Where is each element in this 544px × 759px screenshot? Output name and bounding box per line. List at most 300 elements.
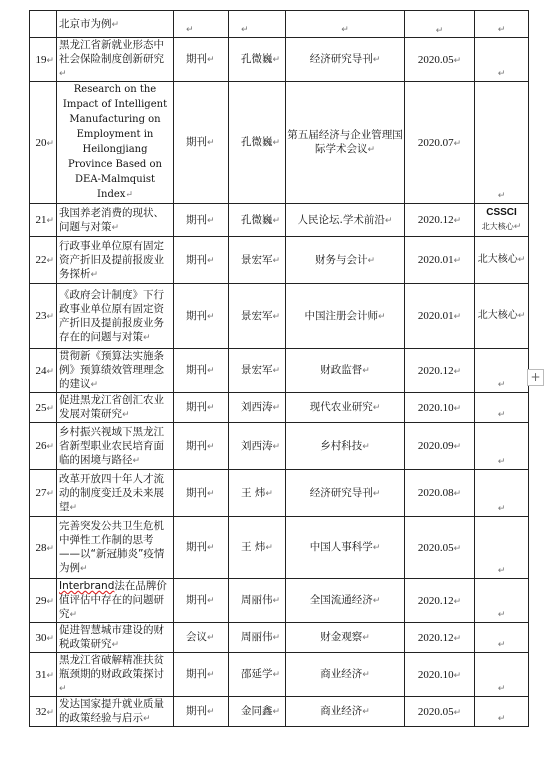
publication-type-text: 期刊 — [186, 486, 207, 499]
source-venue-text: 第五届经济与企业管理国际学术会议 — [287, 129, 403, 155]
author-name[interactable] — [229, 470, 286, 517]
paper-title[interactable] — [57, 579, 174, 623]
index-note[interactable] — [475, 470, 529, 517]
source-venue-text: 全国流通经济 — [309, 594, 373, 606]
paragraph-mark-icon: ↵ — [186, 25, 194, 35]
paper-title[interactable] — [57, 423, 174, 470]
row-number[interactable] — [30, 470, 57, 517]
publication-date-text: 2020.05 — [417, 541, 454, 554]
paragraph-mark-icon: ↵ — [207, 55, 215, 65]
author-name-text: 孔微巍 — [241, 213, 273, 226]
paragraph-mark-icon: ↵ — [367, 145, 376, 155]
row-number-text: 24 — [35, 364, 47, 377]
paper-title-text: 《政府会计制度》下行政事业单位原有固定资产折旧及提前报废业务存在的问题与对策 — [59, 288, 164, 343]
source-venue[interactable] — [286, 11, 405, 38]
publication-date[interactable] — [405, 11, 475, 38]
paragraph-mark-icon: ↵ — [46, 706, 54, 717]
source-venue[interactable] — [286, 697, 405, 727]
publication-type[interactable] — [174, 38, 229, 82]
paragraph-mark-icon: ↵ — [367, 255, 376, 266]
paragraph-mark-icon: ↵ — [497, 610, 506, 620]
source-venue[interactable] — [286, 237, 405, 284]
source-venue-text: 财务与会计 — [314, 253, 368, 266]
row-number[interactable] — [30, 517, 57, 579]
source-venue-text: 经济研究导刊 — [309, 486, 373, 499]
row-number[interactable] — [30, 11, 57, 38]
paragraph-mark-icon: ↵ — [111, 222, 120, 233]
paragraph-mark-icon: ↵ — [46, 54, 54, 65]
publication-date[interactable] — [405, 349, 475, 393]
source-venue-text: 中国人事科学 — [309, 541, 373, 553]
source-venue[interactable] — [286, 204, 405, 237]
index-note[interactable] — [475, 349, 529, 393]
publication-type-text: 期刊 — [186, 668, 207, 680]
paragraph-mark-icon: ↵ — [207, 215, 215, 226]
paragraph-mark-icon: ↵ — [122, 410, 130, 420]
paragraph-mark-icon: ↵ — [46, 595, 54, 606]
index-note-text: 北大核心 — [477, 254, 518, 265]
source-venue-text: 乡村科技 — [320, 439, 363, 452]
paragraph-mark-icon: ↵ — [362, 633, 370, 643]
author-name[interactable] — [229, 349, 286, 393]
publication-date-text: 2020.10 — [417, 401, 454, 414]
publication-type[interactable] — [174, 349, 229, 393]
publication-type[interactable] — [174, 11, 229, 38]
paragraph-mark-icon: ↵ — [265, 488, 273, 499]
paragraph-mark-icon: ↵ — [207, 543, 215, 553]
add-row-button[interactable]: + — [527, 369, 544, 386]
paragraph-mark-icon: ↵ — [362, 441, 370, 452]
publication-type[interactable] — [174, 470, 229, 517]
author-name-text: 周丽伟 — [241, 631, 273, 643]
author-name-text: 王 炜 — [241, 486, 266, 499]
publication-date[interactable] — [405, 579, 475, 623]
paragraph-mark-icon: ↵ — [272, 707, 281, 717]
paragraph-mark-icon: ↵ — [90, 269, 99, 280]
paragraph-mark-icon: ↵ — [59, 684, 67, 694]
author-name-text: 刘西涛 — [241, 401, 273, 413]
paragraph-mark-icon: ↵ — [125, 190, 133, 200]
publication-type[interactable] — [174, 237, 229, 284]
publication-type-text: 期刊 — [186, 401, 207, 413]
paragraph-mark-icon: ↵ — [272, 311, 281, 322]
paragraph-mark-icon: ↵ — [207, 596, 215, 606]
publication-type[interactable] — [174, 393, 229, 423]
paper-title[interactable] — [57, 11, 174, 38]
paragraph-mark-icon: ↵ — [46, 632, 54, 643]
paper-title[interactable] — [57, 623, 174, 653]
author-name-text: 景宏军 — [241, 364, 273, 376]
publications-table — [29, 10, 529, 727]
table-row — [30, 82, 529, 204]
row-number-text: 29 — [35, 594, 47, 607]
row-number-text: 28 — [35, 541, 47, 554]
paragraph-mark-icon: ↵ — [372, 403, 381, 413]
paragraph-mark-icon: ↵ — [362, 707, 370, 717]
index-note-text: CSSCI 北大核心 — [481, 207, 517, 231]
paragraph-mark-icon: ↵ — [497, 191, 506, 201]
row-number-text: 25 — [35, 401, 47, 414]
paragraph-mark-icon: ↵ — [497, 684, 506, 694]
source-venue[interactable] — [286, 470, 405, 517]
row-number[interactable] — [30, 393, 57, 423]
row-number[interactable] — [30, 237, 57, 284]
paper-title-text: 改革开放四十年人才流动的制度变迁及未来展望 — [59, 472, 164, 513]
publication-type[interactable] — [174, 623, 229, 653]
paper-title[interactable] — [57, 284, 174, 349]
author-name[interactable] — [229, 204, 286, 237]
table-row — [30, 204, 529, 237]
row-number-text: 31 — [35, 668, 47, 681]
author-name[interactable] — [229, 517, 286, 579]
source-venue[interactable] — [286, 82, 405, 204]
author-name[interactable] — [229, 697, 286, 727]
publication-date[interactable] — [405, 423, 475, 470]
paper-title-text: 促进黑龙江省创汇农业发展对策研究 — [59, 394, 164, 420]
paragraph-mark-icon: ↵ — [453, 669, 462, 680]
publication-type-text: 会议 — [186, 631, 207, 643]
source-venue[interactable] — [286, 517, 405, 579]
paragraph-mark-icon: ↵ — [384, 215, 393, 226]
paragraph-mark-icon: ↵ — [453, 488, 462, 498]
publication-type-text: 期刊 — [186, 253, 207, 266]
paragraph-mark-icon: ↵ — [207, 441, 215, 452]
paragraph-mark-icon: ↵ — [497, 410, 506, 420]
paragraph-mark-icon: ↵ — [207, 138, 215, 148]
row-number[interactable] — [30, 82, 57, 204]
row-number[interactable] — [30, 623, 57, 653]
source-venue-text: 商业经济 — [320, 705, 363, 717]
publication-date[interactable] — [405, 38, 475, 82]
paragraph-mark-icon: ↵ — [272, 138, 281, 148]
author-name[interactable] — [229, 284, 286, 349]
index-note[interactable] — [475, 204, 529, 237]
paragraph-mark-icon: ↵ — [265, 543, 273, 553]
paragraph-mark-icon: ↵ — [372, 596, 381, 606]
publication-type-text: 期刊 — [186, 136, 207, 148]
publication-date-text: 2020.08 — [417, 487, 454, 499]
paragraph-mark-icon: ↵ — [272, 596, 281, 606]
publication-date-text: 2020.01 — [417, 310, 454, 322]
row-number[interactable] — [30, 653, 57, 697]
publication-date-text: 2020.12 — [417, 594, 454, 607]
publication-date-text: 2020.10 — [417, 668, 454, 681]
paragraph-mark-icon: ↵ — [46, 669, 54, 680]
paragraph-mark-icon: ↵ — [46, 542, 54, 553]
paragraph-mark-icon: ↵ — [272, 403, 281, 413]
paper-title-text: 乡村振兴视域下黑龙江省新型职业农民培育面临的困境与路径 — [59, 425, 164, 466]
index-note[interactable] — [475, 579, 529, 623]
paper-title[interactable] — [57, 82, 174, 204]
paragraph-mark-icon: ↵ — [453, 215, 462, 225]
publication-date-text: 2020.12 — [417, 214, 454, 226]
paper-title-text: 促进智慧城市建设的财税政策研究 — [59, 624, 164, 650]
paragraph-mark-icon: ↵ — [80, 564, 88, 574]
row-number[interactable] — [30, 579, 57, 623]
author-name-text: 刘西涛 — [241, 439, 273, 452]
source-venue-text: 现代农业研究 — [309, 401, 373, 413]
paragraph-mark-icon: ↵ — [497, 504, 506, 514]
index-note[interactable] — [475, 653, 529, 697]
paragraph-mark-icon: ↵ — [272, 255, 281, 266]
publication-type[interactable] — [174, 284, 229, 349]
paper-title-text: 黑龙江省破解精准扶贫瓶颈期的财政政策探讨 — [59, 654, 164, 680]
author-name-text: 王 炜 — [241, 541, 266, 553]
paragraph-mark-icon: ↵ — [513, 222, 522, 232]
author-name-text: 景宏军 — [241, 309, 273, 322]
publication-type-text: 期刊 — [186, 364, 207, 376]
paragraph-mark-icon: ↵ — [453, 402, 462, 413]
publication-type[interactable] — [174, 579, 229, 623]
paper-title-text: 发达国家提升就业质量的政策经验与启示 — [59, 698, 164, 724]
index-note[interactable] — [475, 82, 529, 204]
paragraph-mark-icon: ↵ — [272, 670, 281, 680]
publication-date[interactable] — [405, 623, 475, 653]
paragraph-mark-icon: ↵ — [207, 707, 215, 717]
author-name[interactable] — [229, 393, 286, 423]
paragraph-mark-icon: ↵ — [341, 25, 349, 35]
paragraph-mark-icon: ↵ — [272, 633, 281, 643]
row-number[interactable] — [30, 349, 57, 393]
publication-date[interactable] — [405, 237, 475, 284]
paragraph-mark-icon: ↵ — [207, 670, 215, 680]
paper-title[interactable] — [57, 349, 174, 393]
publication-date[interactable] — [405, 653, 475, 697]
table-row — [30, 393, 529, 423]
table-row — [30, 579, 529, 623]
publication-type-text: 期刊 — [186, 594, 207, 606]
paragraph-mark-icon: ↵ — [497, 714, 506, 724]
paragraph-mark-icon: ↵ — [46, 441, 54, 451]
paper-title-text: 贯彻新《预算法实施条例》预算绩效管理理念的建议 — [59, 350, 164, 390]
paragraph-mark-icon: ↵ — [497, 25, 506, 35]
paper-title[interactable] — [57, 653, 174, 697]
index-note-text: 北大核心 — [477, 310, 518, 321]
index-note[interactable] — [475, 11, 529, 38]
publication-type-text: 期刊 — [186, 439, 207, 452]
paper-title[interactable] — [57, 237, 174, 284]
table-row — [30, 517, 529, 579]
paragraph-mark-icon: ↵ — [453, 365, 462, 376]
publication-type[interactable] — [174, 517, 229, 579]
author-name[interactable] — [229, 38, 286, 82]
author-name[interactable] — [229, 623, 286, 653]
paragraph-mark-icon: ↵ — [46, 488, 54, 498]
table-row — [30, 423, 529, 470]
index-note[interactable] — [475, 697, 529, 727]
paragraph-mark-icon: ↵ — [372, 543, 381, 553]
paper-title[interactable] — [57, 393, 174, 423]
publication-date-text: 2020.12 — [417, 631, 454, 644]
paragraph-mark-icon: ↵ — [46, 365, 54, 376]
paragraph-mark-icon: ↵ — [453, 255, 462, 265]
paragraph-mark-icon: ↵ — [90, 380, 99, 390]
author-name[interactable] — [229, 423, 286, 470]
author-name[interactable] — [229, 653, 286, 697]
paragraph-mark-icon: ↵ — [272, 55, 281, 65]
publication-type[interactable] — [174, 82, 229, 204]
paragraph-mark-icon: ↵ — [207, 311, 215, 322]
author-name[interactable] — [229, 237, 286, 284]
paragraph-mark-icon: ↵ — [59, 69, 67, 79]
author-name-text: 邵延学 — [241, 668, 273, 680]
publication-date[interactable] — [405, 204, 475, 237]
paragraph-mark-icon: ↵ — [69, 502, 78, 513]
publication-type-text: 期刊 — [186, 53, 207, 65]
row-number-text: 26 — [35, 440, 47, 452]
row-number-text: 27 — [35, 487, 47, 499]
source-venue-text: 经济研究导刊 — [309, 53, 373, 65]
publication-type-text: 期刊 — [186, 213, 207, 226]
author-name-text: 周丽伟 — [241, 594, 273, 606]
author-name[interactable] — [229, 11, 286, 38]
paragraph-mark-icon: ↵ — [46, 311, 54, 321]
row-number-text: 30 — [35, 631, 47, 644]
publication-date-text: 2020.12 — [417, 364, 454, 377]
publication-type[interactable] — [174, 697, 229, 727]
row-number[interactable] — [30, 697, 57, 727]
publication-type[interactable] — [174, 653, 229, 697]
table-row — [30, 697, 529, 727]
row-number-text: 20 — [35, 136, 47, 149]
index-note[interactable] — [475, 38, 529, 82]
paragraph-mark-icon: ↵ — [362, 366, 370, 376]
paragraph-mark-icon: ↵ — [46, 215, 54, 225]
row-number[interactable] — [30, 284, 57, 349]
publication-type[interactable] — [174, 204, 229, 237]
row-number-text: 22 — [35, 254, 47, 266]
source-venue[interactable] — [286, 38, 405, 82]
paragraph-mark-icon: ↵ — [46, 137, 54, 148]
index-note[interactable] — [475, 237, 529, 284]
publication-date[interactable] — [405, 697, 475, 727]
paragraph-mark-icon: ↵ — [372, 488, 381, 499]
paragraph-mark-icon: ↵ — [207, 403, 215, 413]
paragraph-mark-icon: ↵ — [143, 332, 151, 343]
paragraph-mark-icon: ↵ — [453, 54, 462, 65]
source-venue[interactable] — [286, 284, 405, 349]
author-name[interactable] — [229, 579, 286, 623]
paragraph-mark-icon: ↵ — [372, 55, 381, 65]
publication-date[interactable] — [405, 517, 475, 579]
paper-title[interactable] — [57, 697, 174, 727]
source-venue[interactable] — [286, 579, 405, 623]
paragraph-mark-icon: ↵ — [453, 632, 462, 643]
publication-type[interactable] — [174, 423, 229, 470]
paragraph-mark-icon: ↵ — [272, 366, 281, 376]
row-number[interactable] — [30, 38, 57, 82]
paper-title-text: 行政事业单位原有固定资产折旧及提前报废业务探析 — [59, 239, 164, 280]
paragraph-mark-icon: ↵ — [207, 366, 215, 376]
row-number[interactable] — [30, 204, 57, 237]
table-row — [30, 237, 529, 284]
paragraph-mark-icon: ↵ — [377, 311, 386, 322]
paragraph-mark-icon: ↵ — [497, 566, 506, 576]
source-venue[interactable] — [286, 623, 405, 653]
table-row — [30, 11, 529, 38]
paragraph-mark-icon: ↵ — [111, 19, 120, 30]
paper-title-text: 黑龙江省新就业形态中社会保险制度创新研究 — [59, 39, 164, 65]
source-venue-text: 商业经济 — [320, 668, 363, 680]
table-row — [30, 653, 529, 697]
table-row — [30, 623, 529, 653]
paper-title-text: 我国养老消费的现状、问题与对策 — [59, 206, 164, 233]
index-note[interactable] — [475, 284, 529, 349]
paper-title[interactable] — [57, 517, 174, 579]
row-number-text: 21 — [35, 214, 47, 226]
index-note[interactable] — [475, 517, 529, 579]
paper-title-text: Research on the Impact of Intelligent Manufacturing on Employment in Heilongjiang Province Based on DEA-Malmquist Index — [62, 84, 168, 200]
source-venue[interactable] — [286, 393, 405, 423]
paragraph-mark-icon: ↵ — [207, 488, 215, 499]
paragraph-mark-icon: ↵ — [46, 255, 54, 265]
table-row — [30, 470, 529, 517]
source-venue-text: 人民论坛.学术前沿 — [297, 213, 385, 226]
paper-title[interactable] — [57, 470, 174, 517]
paragraph-mark-icon: ↵ — [453, 137, 462, 148]
row-number[interactable] — [30, 423, 57, 470]
index-note[interactable] — [475, 623, 529, 653]
row-number-text: 19 — [35, 53, 47, 66]
paper-title-text: 北京市为例 — [59, 17, 112, 30]
publication-date-text: 2020.07 — [417, 136, 454, 149]
source-venue-text: 中国注册会计师 — [304, 309, 378, 322]
source-venue-text: 财政监督 — [320, 364, 363, 376]
paper-title[interactable] — [57, 38, 174, 82]
author-name[interactable] — [229, 82, 286, 204]
paragraph-mark-icon: ↵ — [453, 595, 462, 606]
author-name-text: 孔微巍 — [241, 53, 273, 65]
publication-date[interactable] — [405, 82, 475, 204]
publication-date-text: 2020.05 — [417, 53, 454, 66]
author-name-text: 金同鑫 — [241, 705, 273, 717]
publication-date[interactable] — [405, 393, 475, 423]
paragraph-mark-icon: ↵ — [517, 255, 526, 265]
paragraph-mark-icon: ↵ — [143, 714, 151, 724]
paragraph-mark-icon: ↵ — [453, 542, 462, 553]
publication-type-text: 期刊 — [186, 309, 207, 322]
author-name-text: 景宏军 — [241, 253, 273, 266]
paragraph-mark-icon: ↵ — [272, 441, 281, 452]
index-note[interactable] — [475, 423, 529, 470]
paragraph-mark-icon: ↵ — [497, 640, 506, 650]
source-venue[interactable] — [286, 349, 405, 393]
paragraph-mark-icon: ↵ — [111, 640, 120, 650]
publication-date-text: 2020.05 — [417, 705, 454, 718]
paragraph-mark-icon: ↵ — [69, 610, 78, 620]
index-note[interactable] — [475, 393, 529, 423]
paragraph-mark-icon: ↵ — [435, 25, 444, 35]
paragraph-mark-icon: ↵ — [453, 311, 462, 321]
source-venue[interactable] — [286, 653, 405, 697]
row-number-text: 23 — [35, 310, 47, 322]
paragraph-mark-icon: ↵ — [132, 455, 141, 466]
paragraph-mark-icon: ↵ — [46, 402, 54, 413]
publication-type-text: 期刊 — [186, 541, 207, 553]
publication-type-text: 期刊 — [186, 705, 207, 717]
paragraph-mark-icon: ↵ — [362, 670, 370, 680]
publication-date[interactable] — [405, 470, 475, 517]
table-row — [30, 349, 529, 393]
table-row — [30, 38, 529, 82]
paper-title[interactable] — [57, 204, 174, 237]
source-venue[interactable] — [286, 423, 405, 470]
paper-title-text: Interbrand法在品牌价值评估中存在的问题研究 — [59, 580, 167, 620]
publication-date[interactable] — [405, 284, 475, 349]
table-row — [30, 284, 529, 349]
paper-title-text: 完善突发公共卫生危机中弹性工作制的思考——以“新冠肺炎”疫情为例 — [59, 520, 165, 574]
paragraph-mark-icon: ↵ — [497, 69, 506, 79]
